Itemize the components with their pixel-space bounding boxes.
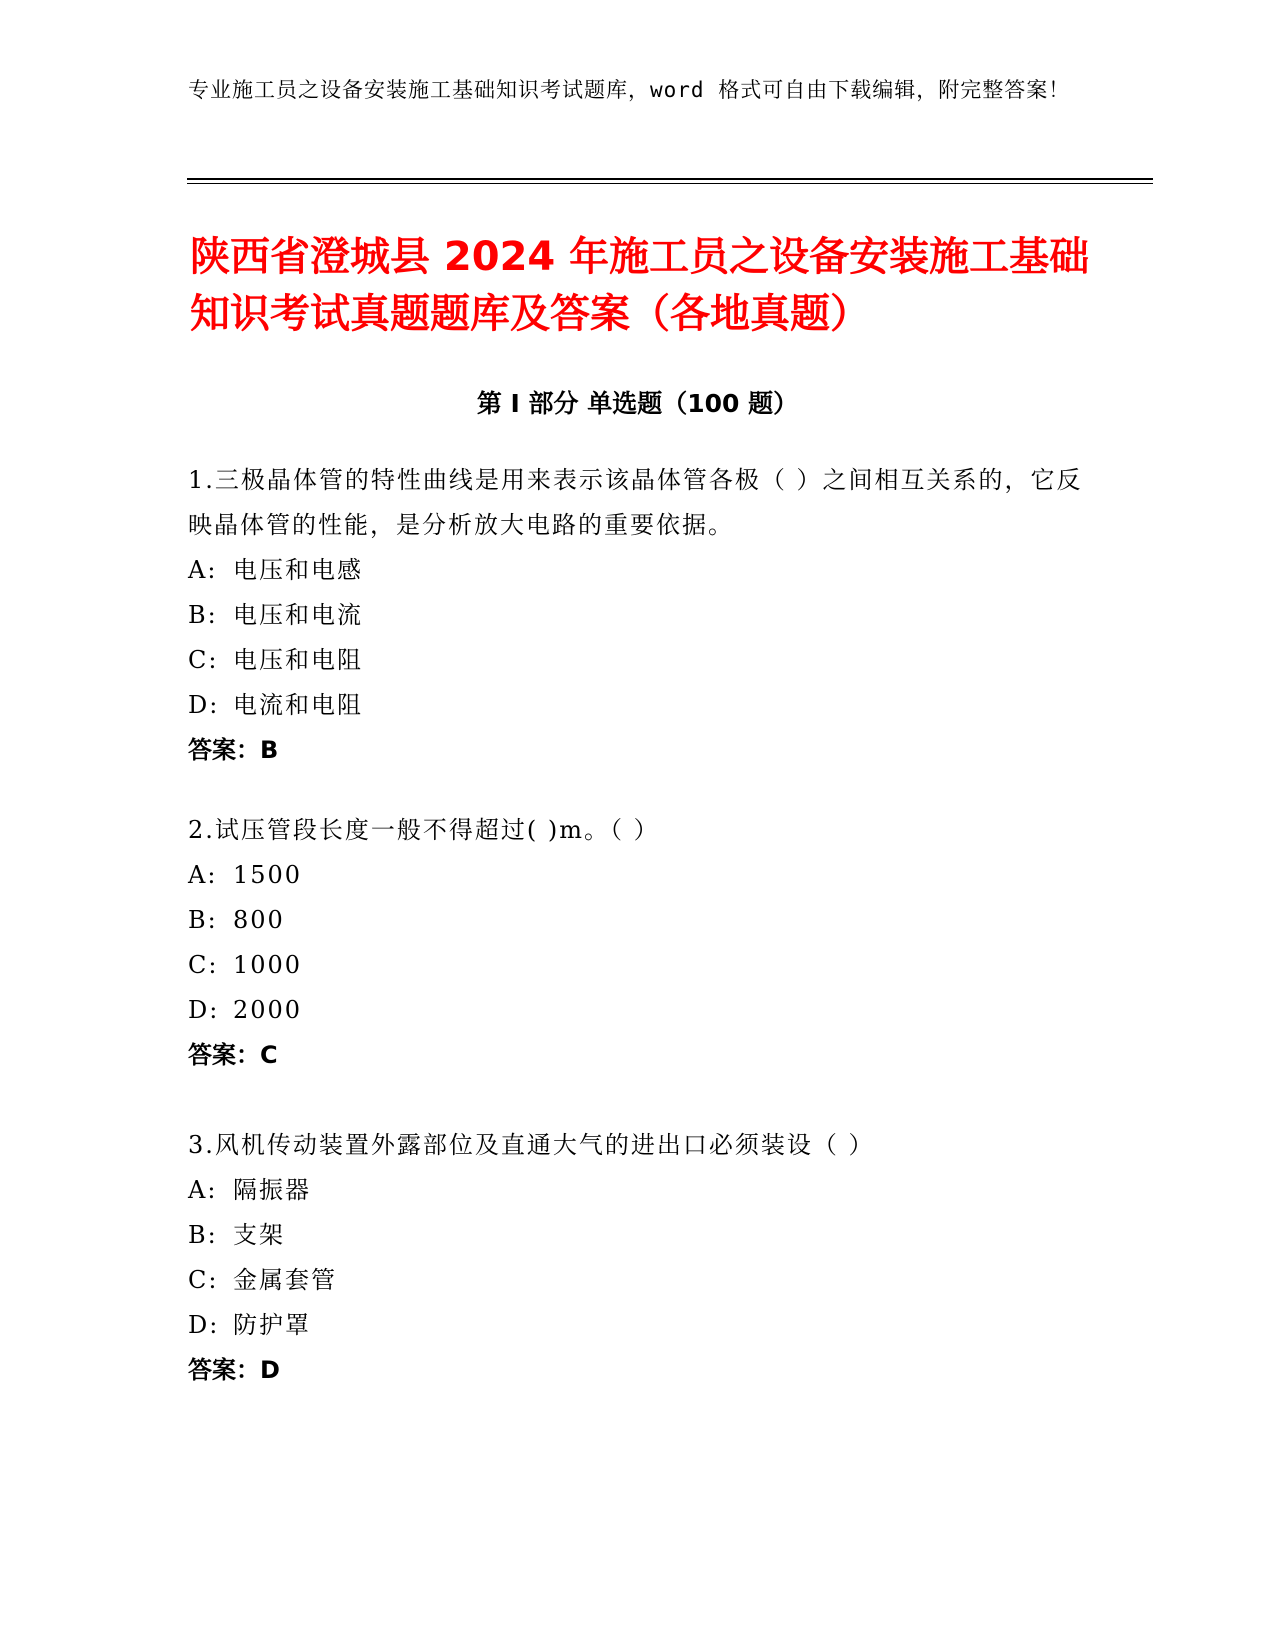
header-rule xyxy=(187,178,1153,180)
option-letter: B: xyxy=(188,1221,218,1249)
option-text: 2000 xyxy=(233,996,303,1024)
option-a xyxy=(188,548,1088,593)
question-text: 3.风机传动装置外露部位及直通大气的进出口必须装设（ ） xyxy=(188,1131,875,1159)
option-text: 电压和电感 xyxy=(233,556,363,584)
question-text: 2.试压管段长度一般不得超过( )m。（ ） xyxy=(188,816,660,844)
option-d xyxy=(188,988,1088,1033)
option-b xyxy=(188,1213,1088,1258)
option-b xyxy=(188,593,1088,638)
document-title: 陕西省澄城县 2024 年施工员之设备安装施工基础知识考试真题题库及答案（各地真题） xyxy=(190,234,1090,337)
option-a xyxy=(188,853,1088,898)
option-letter: C: xyxy=(188,1266,219,1294)
option-letter: D: xyxy=(188,691,220,719)
option-c xyxy=(188,638,1088,683)
question-3 xyxy=(188,1123,1088,1393)
option-d xyxy=(188,1303,1088,1348)
option-letter: A: xyxy=(188,1176,218,1204)
option-c xyxy=(188,1258,1088,1303)
option-letter: D: xyxy=(188,996,220,1024)
answer: 答案：C xyxy=(188,1041,278,1069)
option-text: 隔振器 xyxy=(233,1176,311,1204)
section-title: 第 I 部分 单选题（100 题） xyxy=(476,389,799,418)
option-letter: C: xyxy=(188,951,219,979)
option-text: 电流和电阻 xyxy=(233,691,363,719)
option-letter: A: xyxy=(188,556,218,584)
answer: 答案：B xyxy=(188,736,279,764)
answer: 答案：D xyxy=(188,1356,280,1384)
option-letter: B: xyxy=(188,906,218,934)
option-letter: D: xyxy=(188,1311,220,1339)
option-text: 电压和电阻 xyxy=(233,646,363,674)
option-letter: B: xyxy=(188,601,218,629)
option-text: 金属套管 xyxy=(233,1266,337,1294)
option-text: 800 xyxy=(233,906,285,934)
question-text: 1.三极晶体管的特性曲线是用来表示该晶体管各极（ ）之间相互关系的，它反映晶体管的性能，是分析放大电路的重要依据。 xyxy=(188,466,1083,539)
option-letter: A: xyxy=(188,861,218,889)
option-text: 防护罩 xyxy=(233,1311,311,1339)
option-c xyxy=(188,943,1088,988)
question-2 xyxy=(188,808,1088,1078)
option-d xyxy=(188,683,1088,728)
header-rule-thin xyxy=(187,183,1153,184)
option-text: 电压和电流 xyxy=(233,601,363,629)
option-a xyxy=(188,1168,1088,1213)
option-text: 1000 xyxy=(233,951,303,979)
option-text: 支架 xyxy=(233,1221,285,1249)
option-letter: C: xyxy=(188,646,219,674)
option-b xyxy=(188,898,1088,943)
question-1 xyxy=(188,458,1088,773)
option-text: 1500 xyxy=(233,861,303,889)
header-note: 专业施工员之设备安装施工基础知识考试题库，word 格式可自由下载编辑，附完整答案！ xyxy=(188,78,1071,102)
